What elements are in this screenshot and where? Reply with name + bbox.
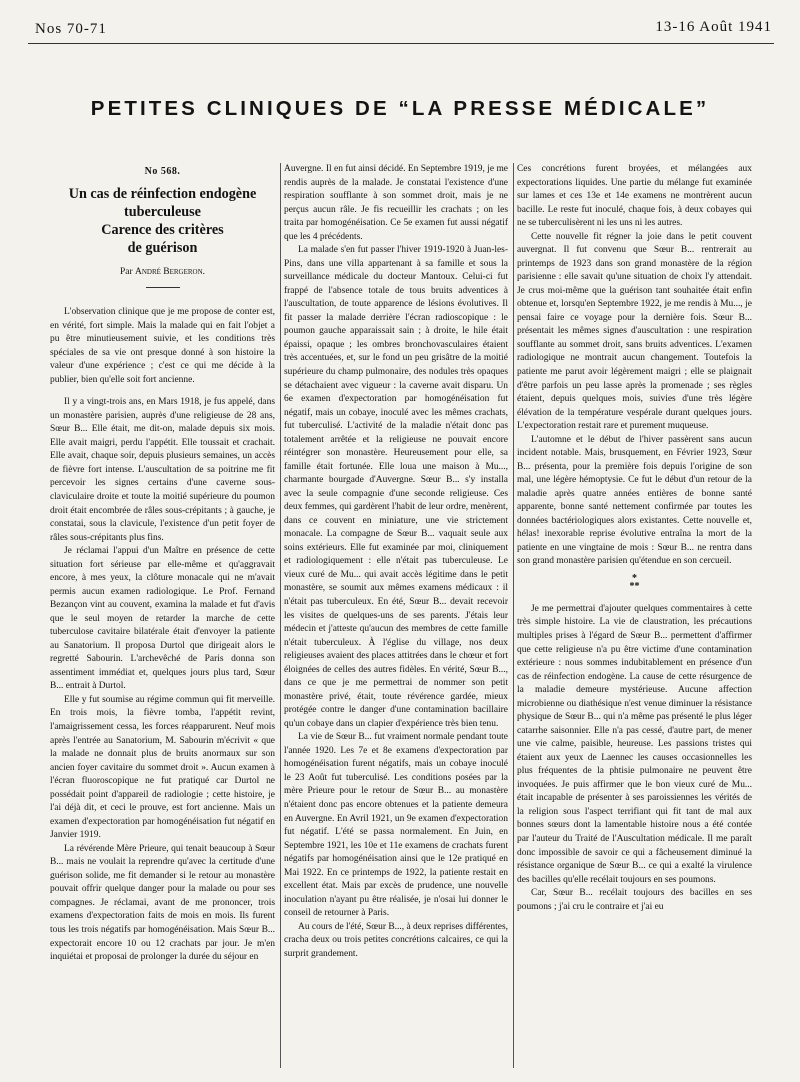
- byline: [50, 266, 275, 280]
- paragraph: Au cours de l'été, Sœur B..., à deux reprises différentes, cracha deux ou trois petites concrétions calcaires, ce qui la surprit grandement.: [284, 921, 508, 959]
- column-1: [50, 163, 275, 1078]
- paragraph: Auvergne. Il en fut ainsi décidé. En Septembre 1919, je me rendis auprès de la malade. Je constatai l'existence d'une respiration soufflante à son sommet droit, mais je ne perçus aucun râle. Je fis recueillir les crachats ; on les traita par homogénéisation. Ce 5e examen fut aussi négatif que les 4 précédents.: [284, 164, 508, 242]
- column-3: [517, 163, 752, 1078]
- column-divider: [280, 163, 281, 1068]
- article-number: No 568.: [144, 166, 181, 177]
- column-divider: [513, 163, 514, 1068]
- section-break-asterism: * **: [629, 572, 640, 592]
- article-title-line: de guérison: [127, 239, 198, 256]
- issue-date: 13-16 Août 1941: [655, 19, 772, 35]
- header-rule: [28, 43, 774, 44]
- column-2: [284, 163, 508, 1078]
- page-header: [0, 0, 800, 40]
- paragraph: La vie de Sœur B... fut vraiment normale pendant toute l'année 1920. Les 7e et 8e examens d'expectoration par homogénéisation furent négatifs, mais un cobaye inoculé le 23 Août fut tuberculisé. Les conditions posées par la mère Prieure pour le retour de Sœur B... au monastère n'étaient donc pas encore obtenues et la patiente demeura en Auvergne. En Avril 1921, un 9e examen d'expectoration fut négatif. L'été se passa normalement. En Juin, en Septembre 1921, les 10e et 11e examens de crachats furent négatifs par homogénéisation ainsi que le 12e pratiqué en Mai 1922. En ce printemps de 1922, la patiente restait en excellent état. Mais par excès de prudence, une nouvelle inoculation n'ayant pu être réalisée, je n'osai lui donner le conseil de retourner à Paris.: [284, 732, 508, 919]
- paragraph: Car, Sœur B... recélait toujours des bacilles en ses poumons ; j'ai cru le contraire et j'ai eu: [517, 888, 752, 912]
- paragraph: L'automne et le début de l'hiver passèrent sans aucun incident notable. Mais, brusquement, en Février 1923, Sœur B... présenta, pour la première fois depuis l'origine de son mal, une légère hémoptysie. Ce fut le début d'un retour de la maladie après quatre années entières de bonne santé apparente, bonne santé nettement confirmée par toutes les données bactériologiques alors existantes. Cette nouvelle et, hélas! inexorable reprise évolutive entraîna la mort de la patiente en une vingtaine de mois : Sœur B... ne rentra dans son grand monastère parisien qu'étendue en son cercueil.: [517, 434, 752, 567]
- paragraph: La malade s'en fut passer l'hiver 1919-1920 à Juan-les-Pins, dans une villa appartenant à sa famille et sous la surveillance médicale du docteur Mantoux. Celui-ci fut frappé de l'absence totale de tous bruits adventices à l'auscultation, de toute apparence de lésions évolutives. Il fit passer la malade derrière l'écran radioscopique : le poumon gauche apparaissait sain ; à droite, le hile était épaissi, opaque ; les ombres bronchovasculaires étaient très accentuées, et, sur le fond un peu grisâtre de la moitié supérieure du champ pulmonaire, des nodules très opaques se détachaient avec vigueur : la caverne avait disparu. Un 6e examen d'expectoration par homogénéisation fut négatif, mais un cobaye, inoculé avec les mêmes crachats, fut tuberculisé. L'activité de la maladie n'était donc pas totalement arrêtée et la religieuse ne pouvait encore réintégrer son monastère. Heureusement pour elle, sa famille était fortunée. Elle loua une maison à Mu..., charmante bourgade d'Auvergne. Sœur B... s'y installa avec la seule compagnie d'une seconde religieuse. Ces deux femmes, qui gardèrent l'habit de leur ordre, menèrent, dans ce couvent en miniature, une vie strictement monacale. La compagne de Sœur B... vaquait seule aux soins extérieurs. Elle fut examinée par moi, cliniquement et radiologiquement : elle n'était pas tuberculeuse. Le vieux curé de Mu... qui avait accès légitime dans le petit monastère, se soumit aux mêmes examens médicaux : il n'était pas tuberculeux. En été, Sœur B... devait recevoir les visites de quelques-uns de ses parents. J'étais leur médecin et j'atteste qu'aucun des membres de cette famille n'était tuberculeux. À l'église du village, nos deux religieuses avaient des places attitrées dans le chœur et fort éloignées de celles des autres fidèles. En vérité, Sœur B..., dans ce que je me permettrai de nommer son petit monastère privé, était, toute révérence gardée, mieux protégée contre le danger d'une contamination bacillaire qu'un cobaye dans un clapier d'expérience très bien tenu.: [284, 245, 508, 729]
- issue-number: Nos 70-71: [35, 21, 107, 37]
- paragraph: L'observation clinique que je me propose de conter est, en vérité, fort simple. Mais la malade qui en fait l'objet a pu être minutieusement suivie, et les conditions très spéciales de sa vie ont presque donné à son histoire la valeur d'une expérience ; c'est ce qui me décide à la publier, bien qu'elle soit fort ancienne.: [50, 307, 275, 385]
- paragraph: Il y a vingt-trois ans, en Mars 1918, je fus appelé, dans un monastère parisien, auprès d'une religieuse de 28 ans, Sœur B... Elle était, me dit-on, malade depuis six mois. Elle avait maigri, perdu l'appétit. Elle toussait et crachait. Elle avait, chaque soir, depuis plusieurs semaines, un accès de fièvre fort intense. L'auscultation de sa poitrine me fit percevoir les signes certains d'une caverne sous-claviculaire droite et toute la moitié supérieure du poumon droit était encombrée de râles sous-crépitants ; à gauche, je constatai, sous la clavicule, l'existence d'un petit foyer de râles sous-crépitants plus fins.: [50, 397, 275, 543]
- paragraph: Je me permettrai d'ajouter quelques commentaires à cette très simple histoire. La vie de claustration, les précautions multiples prises à l'égard de Sœur B... permettent d'affirmer que cette religieuse n'a pu être victime d'une contamination extérieure : nous sommes indubitablement en présence d'un cas de réinfection endogène. La cause de cette résurgence de la maladie demeure mystérieuse. Aucune affection microbienne ou diathésique n'est venue diminuer la résistance physique de Sœur B... qui n'a même pas présenté le plus léger catarrhe saisonnier. Elle n'a pas cessé, d'autre part, de mener une vie calme, paisible, heureuse. Les passions tristes qui étaient aux yeux de Laennec les causes occasionnelles les plus fréquentes de la phtisie pulmonaire ne peuvent être invoquées. Je puis affirmer que le bon vieux curé de Mu... était incapable de présenter à ses paroissiennes les vérités de la religion sous l'aspect terrifiant qui fit tant de mal aux bonnes sœurs dont la lamentable histoire nous a été contée par l'auteur du Traité de l'Auscultation médicale. Il me paraît donc impossible de savoir ce qui a fâcheusement diminué la résistance organique de Sœur B... ce qui a exalté la virulence des bacilles qu'elle recélait toujours en ses poumons.: [517, 603, 752, 885]
- paragraph: La révérende Mère Prieure, qui tenait beaucoup à Sœur B... mais ne voulait la reprendre qu'avec la certitude d'une guérison solide, me fit demander si le retour au monastère pouvait offrir quelque danger pour la malade ou pour ses compagnes. Je réclamai, avant de me prononcer, trois examens d'expectoration faits de mois en mois. Ils furent tous les trois négatifs par homogénéisation. Mais Sœur B... expectorait encore 10 ou 12 crachats par jour. Je m'en inquiétai et proposai de prolonger la durée du séjour en: [50, 843, 275, 963]
- byline-prefix: Par: [119, 266, 133, 277]
- title-separator: [146, 287, 180, 288]
- paragraph: Je réclamai l'appui d'un Maître en présence de cette situation fort sérieuse par elle-même et qu'aggravait encore, à mes yeux, la clôture monacale qui ne m'avait permis aucun examen radiologique. Le Prof. Fernand Bezançon vint au couvent, examina la malade et fut d'avis que le seul moyen de retarder la marche de cette tuberculose cavitaire bilatérale était d'envoyer la patiente au Sanatorium. Il proposa Durtol que dirigeait alors le regretté Sabourin. L'archevêché de Paris donna son assentiment immédiat et, quelques jours plus tard, Sœur B... entrait à Durtol.: [50, 546, 275, 692]
- paragraph: Ces concrétions furent broyées, et mélangées aux expectorations liquides. Une partie du mélange fut examinée sur lames et ces 13e et 14e examens ne montrèrent aucun bacille. Le reste fut inoculé, chaque fois, à deux cobayes qui ne se tuberculisèrent ni les uns ni les autres.: [517, 164, 752, 229]
- article-title-line: Un cas de réinfection endogène: [68, 185, 257, 202]
- article-title: [50, 185, 275, 257]
- paragraph: Elle y fut soumise au régime commun qui fit merveille. En trois mois, la fièvre tomba, l'appétit revint, l'amaigrissement cessa, les forces réapparurent. Neuf mois après l'entrée au Sanatorium, M. Sabourin m'écrivit « que la malade ne donnait plus de bruits anormaux sur son ancien foyer cavitaire du sommet droit ». Aucun examen à l'écran fluoroscopique ne fut pratiqué car Durtol ne possédait point d'appareil de radiologie ; cette histoire, je l'ai déjà dit, et ceci le prouve, est fort ancienne. Mais un examen d'expectoration par homogénéisation fut négatif en Janvier 1919.: [50, 694, 275, 841]
- article-title-line: Carence des critères: [101, 221, 224, 238]
- paragraph: Cette nouvelle fit régner la joie dans le petit couvent auvergnat. Il fut convenu que Sœur B... rentrerait au printemps de 1923 dans son grand monastère de la région parisienne : elle savait qu'une situation de choix l'y attendait. Je crus moi-même que la guérison tant souhaitée était enfin obtenue et, lorsqu'en Septembre 1922, je me rendis à Mu..., je pensai faire ce voyage pour la dernière fois. Sœur B... présentait les mêmes signes d'auscultation : une respiration soufflante au sommet droit, sans bruits adventices. L'examen radiologique ne montrait aucun changement. Toutefois la patiente me parut avoir légèrement maigri ; elle se plaignait d'être parfois un peu lasse après la promenade ; ses règles étaient, depuis quelques mois, suivies d'une très légère élévation de la température vespérale durant quelques jours. L'expectoration restait rare et purement muqueuse.: [517, 231, 752, 432]
- article-title-line: tuberculeuse: [124, 203, 201, 220]
- section-banner: PETITES CLINIQUES DE “LA PRESSE MÉDICALE”: [90, 97, 710, 120]
- author-name: André Bergeron.: [134, 266, 206, 277]
